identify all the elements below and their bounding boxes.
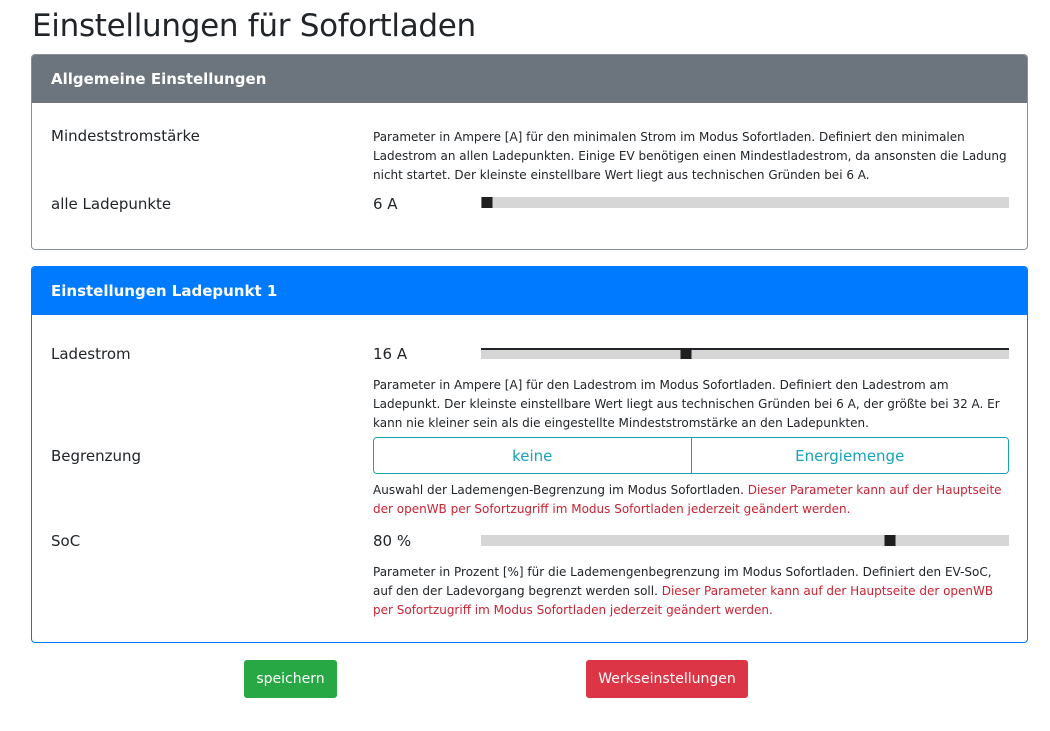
min-current-slider[interactable] <box>481 197 1009 208</box>
charge-current-value: 16 A <box>373 345 408 363</box>
page-title: Einstellungen für Sofortladen <box>32 8 476 44</box>
ladepunkt1-settings-card <box>31 266 1028 643</box>
limit-option-energy[interactable]: Energiemenge <box>691 438 1009 473</box>
general-settings-card <box>31 54 1028 250</box>
limit-help-text: Auswahl der Lademengen-Begrenzung im Modus Sofortladen. <box>373 483 744 497</box>
min-current-value: 6 A <box>373 195 398 213</box>
soc-help-text: Parameter in Prozent [%] für die Lademengenbegrenzung im Modus Sofortladen. Definiert den EV-SoC, auf den der Ladevorgang begrenzt werden soll. <box>373 565 992 598</box>
charge-current-slider[interactable] <box>481 348 1009 359</box>
min-current-help: Parameter in Ampere [A] für den minimalen Strom im Modus Sofortladen. Definiert den minimalen Ladestrom an allen Ladepunkten. Einige EV benötigen einen Mindestladestrom, da ansonsten die Ladung nicht startet. Der kleinste einstellbare Wert liegt aus technischen Gründen bei 6 A. <box>373 130 1007 182</box>
soc-slider[interactable] <box>481 535 1009 546</box>
factory-reset-button[interactable]: Werkseinstellungen <box>586 660 748 698</box>
limit-label: Begrenzung <box>51 447 142 465</box>
save-button[interactable]: speichern <box>244 660 337 698</box>
min-current-label: Mindeststromstärke <box>51 127 200 145</box>
soc-label: SoC <box>51 532 81 550</box>
limit-help <box>373 481 1013 519</box>
limit-help-warning: Dieser Parameter kann auf der Hauptseite der openWB per Sofortzugriff im Modus Sofortladen jederzeit geändert werden. <box>373 483 1002 516</box>
charge-current-help: Parameter in Ampere [A] für den Ladestrom im Modus Sofortladen. Definiert den Ladestrom am Ladepunkt. Der kleinste einstellbare Wert liegt aus technischen Gründen bei 6 A, der größte bei 32 A. Er kann nie kleiner sein als die eingestellte Mindeststromstärke an den Ladepunkten. <box>373 378 1000 430</box>
all-ladepunkte-label: alle Ladepunkte <box>51 195 172 213</box>
soc-value: 80 % <box>373 532 412 550</box>
soc-help <box>373 563 1013 620</box>
general-settings-header: Allgemeine Einstellungen <box>32 55 1027 103</box>
min-current-slider-thumb[interactable] <box>481 197 492 208</box>
soc-help-warning: Dieser Parameter kann auf der Hauptseite der openWB per Sofortzugriff im Modus Sofortladen jederzeit geändert werden. <box>373 584 994 617</box>
charge-current-slider-thumb[interactable] <box>680 348 691 359</box>
soc-slider-thumb[interactable] <box>884 535 895 546</box>
limit-button-group <box>373 437 1009 474</box>
charge-current-label: Ladestrom <box>51 345 131 363</box>
limit-option-none[interactable]: keine <box>374 438 691 473</box>
ladepunkt1-settings-header: Einstellungen Ladepunkt 1 <box>32 267 1027 315</box>
